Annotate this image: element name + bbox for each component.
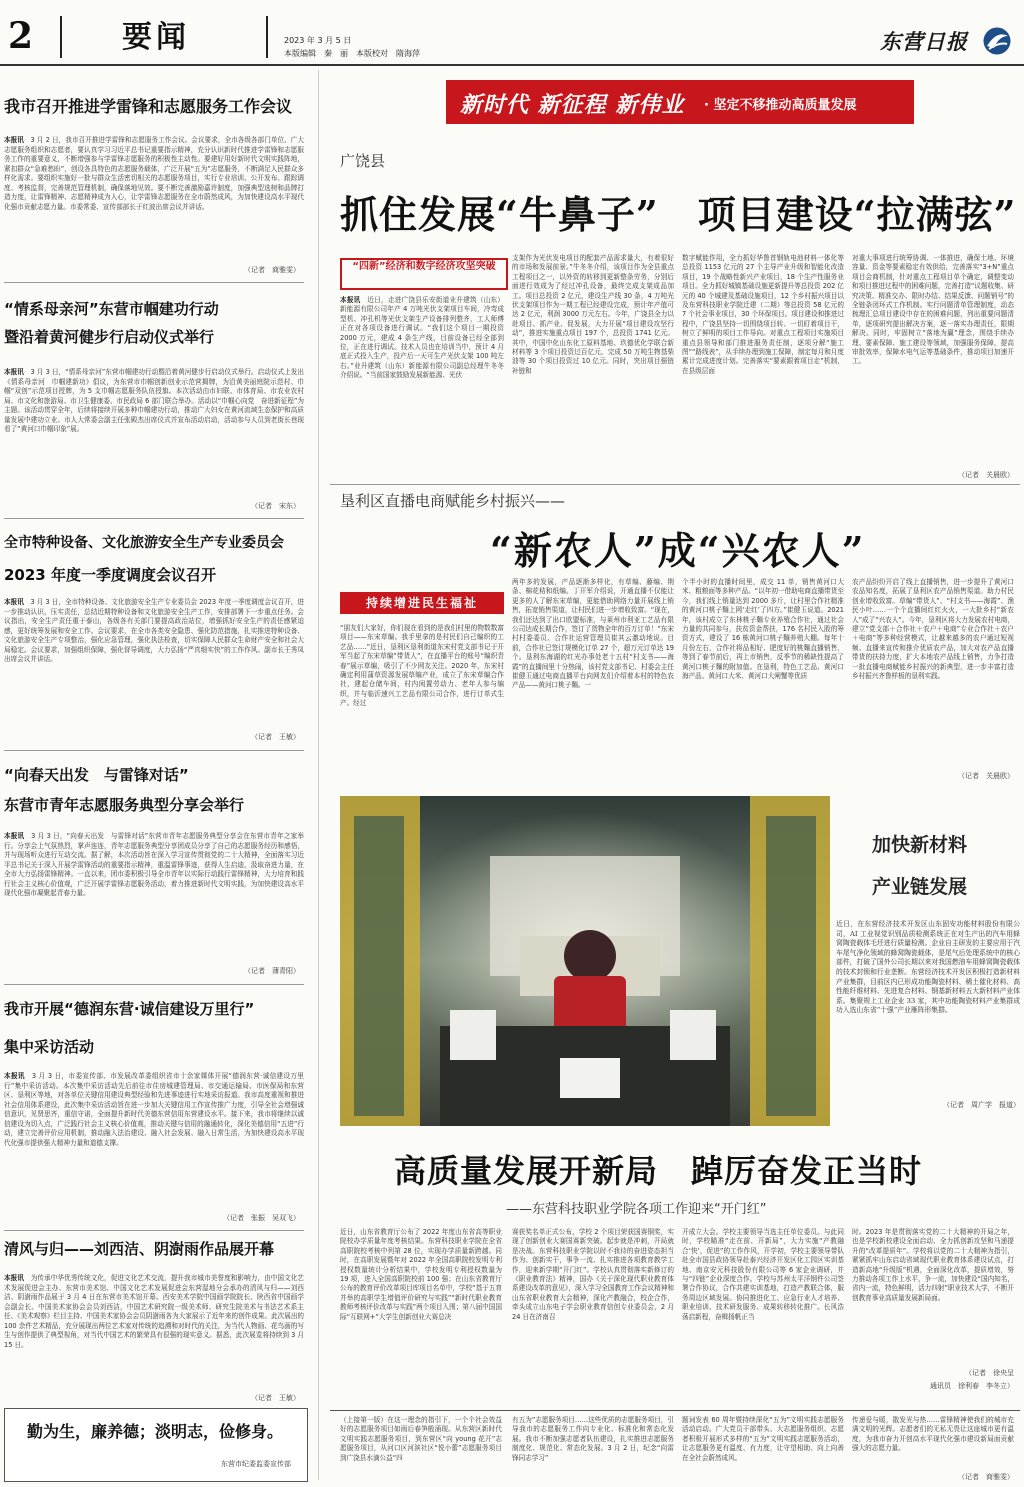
slogan-text: 勤为生，廉养德；淡明志，俭修身。: [27, 1422, 284, 1441]
banner-subtext: · 坚定不移推动高质量发展: [704, 98, 857, 113]
article-body: [4, 1072, 304, 1212]
byline: （记者 王敏）: [251, 1394, 300, 1402]
article-column: 近日，山东省教育厅公布了 2022 年度山东省高等职业院校办学质量年度考核结果。东营科技职业学院在全省高职院校考核中列第 28 位，实现办学质量新跨越。同时，在高职发展暨年对 2022 年全国高职院校发明专利授权数量统计分析结果中，学校发明专利授权数量为 19 项，进入全国高职院校前 100 强；在山东省教育厅公布的教育评价改革项目库项目名单中，学校“基于五育并举的高职学生增值评价研究与实践”“新时代职业教育教师考核评价改革与实践”两个项目入围；第八届中国国际“互联网+”大学生创新创业大赛总决: [340, 1228, 502, 1321]
article-text: 3 月 2 日，我市召开推进学雷锋和志愿服务工作会议。会议要求，全市各级各部门单位、广大志愿服务组织和志愿者，要认真学习习近平总书记重要指示精神，充分认识新时代推进学雷锋和志愿服务工作的重要意义，不断增强参与学雷锋志愿服务的积极性主动性。要建好用好新时代文明实践阵地，紧扣群众“急难愁盼”，创设各具特色的志愿服务载体，广泛开展“五为”志愿服务，不断满足人民群众多样化需求。要组织实施好一批与群众生活密切相关的志愿服务项目，实行专业培训、公开发布、跟踪调度、考核监督，完善规范管理机制，确保落地见效。要不断完善激励嘉许制度，加强典型选树和品牌打造力度，让雷锋精神、志愿精神成为人心，让学雷锋志愿服务在全市蔚然成风，为加快建设高水平现代化强市贡献志愿力量。市委常委、宣传部部长于红波出席会议并讲话。: [4, 136, 304, 211]
page-number: 2: [8, 15, 34, 57]
divider: [4, 282, 304, 283]
article-text: 为传承中华优秀传统文化，促进文化艺术交流，提升我市城市美誉度和影响力，由中国文化艺术发展促进会主办、东营市美术馆、中国文化艺术发展促进会东营湿地分会承办的清风与归——刘西洁、阴澍雨作品展于 3 月 4 日在东营市美术馆开幕。西安美术学院中国画学院院长、陕西省中国画学会副会长、中国美术家协会会员刘西洁，中国艺术研究院一级美术师、研究生院美术与书法艺术系主任、《美术观察》栏目主持、中国美术家协会会员阴澍雨各为大家展示了近年来的创作成果。此次展出的 100 余件艺术精品，充分展现出两位艺术家对传统的追溯和对时代的关注，为当代人物画、花鸟画的写生与创作提供了典型视角，对当代中国艺术的繁荣具有很强的现实意义。据悉，此次展览将持续到 3 月 15 日。: [4, 1274, 304, 1349]
headline: 暨沿着黄河健步行启动仪式举行: [4, 328, 215, 346]
article-text: 3 月 3 日，市委宣传部、市发展改革委组织省市十余家媒体开展“德润东营·诚信建设万里行”集中采访活动。本次集中采访活动先后前往市住房城建管理局、市交通运输局、市医保局和东营区、垦利区等地，对各单位关键信用建设典型经验和先进事迹进行实地采访报道。我市高度重视和推进社会信用体系建设，此次集中采访活动旨在进一步加大关键信用工作宣传推广力度，引导全社会增强诚信意识，见贤思齐，重信守诺，全面提升新时代美德东营信用东营建设水平。接下来，我市将继续以诚信建设为切入点，广泛践行社会主义核心价值观，推动关键与信用的融通转化，深化美德信用“五进”行动，建立完善评价应用机制，推动融入法治建设、融入社会发展、融入日常生活，为加快建设高水平现代化强市提供强大精神力量和道德支撑。: [4, 1072, 304, 1147]
article-column: （上接第一版）在这一理念的指引下，一个个社会效益好的志愿服务项目如雨后春笋般涌现。从东营区新时代文明实践志愿服务项目，到东营区“向 young 花开”志愿服务项目，从河口区河滨社区“悦小蕾”志愿服务项目到广饶县水滴公益“四: [340, 1416, 502, 1462]
article-column: 传递爱与暖，散发光与热……雷锋精神使我们的城市充满文明的光辉。志愿者们的无私无畏让这座城市更有温度，为我市奋力开创高水平现代化强市建设新局面贡献强大的志愿力量。: [852, 1416, 1014, 1453]
headline: 东营市青年志愿服务典型分享会举行: [4, 796, 245, 814]
divider: [330, 1410, 1020, 1411]
section-title: 要闻: [122, 20, 190, 55]
divider: [4, 518, 304, 519]
byline: （记者 商雅雯）: [958, 1473, 1014, 1481]
slogan-credit: 东营市纪委监委宣传部: [221, 1460, 291, 1468]
story-kenli: [330, 484, 1024, 784]
factory-photo: [340, 796, 830, 1126]
paper-logo-icon: [982, 26, 1012, 56]
article-column: 个半小时的直播时间里，成交 11 单，销售黄河口大米、粗粮面等多种产品。“以年初一借助电商直播带货至今，我们线上销量达到 2000 多斤，让村里合作社精准的黄河口桃子麵上网‘走红’了四方。”崔健玉说道。2021 年，该村成立了东林桃子麵专业养殖合作社，通过社会力量的共同参与，扶贫资金帮扶，176 名村民入股的筹资方式，建设了 16 栋黄河口桃子麵养殖大棚。每年十月份左右，合作社将品相好、肥度好的桃麵直播销售，等到了春节前后，再上市销售，反季节的稀缺性提高了黄河口桃子麵的附加值。在垦利，特色工艺品、黄河口海产品、黄河口大米、黄河口大闸蟹等优质: [682, 578, 844, 681]
article-column: 开成立大会。学校主要领导当选主任单位委员。与此同时，学校瞄准“走在前、开新局”，大力实施“产教融合‘快’，促进”的工作作风，开学初，学校主要领导带队赴全市国县政协领导赴泰兴经济开发区化工园区实训基地、南京安元科技股份有限公司等 6 家企业调研，并与“四链”企业深度合作。学校与苏州太平洋钢件公司签署合作协议，合作共建实训基地，打造产教联合体，服务周边区域发展。协同推进化工、应急行业人才培养、职业培训、技术研发服务、成果转移转化推广。长风浩荡启新程，奋楫扬帆正当: [682, 1228, 844, 1321]
article-column: 时。2023 年是贯彻落实党的二十大精神的开局之年，也是学校新校建设全面启动、全力抓创新攻坚和马递提升的“改革提质年”。学校将以党的二十大精神为指引，紧紧抓牢山东启动省域现代职业教育体系建设试点，打造新高地“升级版”机遇，全面深化改革，提质增效，努力推动各项工作上水平，争一流，加快建设“国内知名，省内一流，特色鲜明，活力四射”职业技术大学，不断开创教育事业高质量发展新局面。: [852, 1228, 1014, 1302]
byline: （记者 徐央呈: [965, 1369, 1014, 1377]
subhead: ——东营科技职业学院各项工作迎来“开门红”: [506, 1202, 767, 1217]
divider: [4, 750, 304, 751]
article-lead: 本报讯: [4, 136, 24, 144]
article-column: “朋友们大家好，你们现在看到的是我们村里的物数数富项目——东宋草编。我手里拿的是村民们自己编织的工艺品……”近日，垦利区垦利街道东宋村党支部书记于开军当起了东宋草编“带货人”，在直播平台的账号“编织青春”展示草编，吸引了不少网友关注。2020 年，东宋村确定利用蒲草资源发展草编产业，成立了东宋草编合作社，建起仓储车间，村内闲置劳动力、老年人参与编织，并与临沂速兴工艺品有限公司合作，进行订单式生产。经过: [340, 624, 504, 708]
byline: （记者 张振 吴双飞）: [223, 1214, 300, 1222]
article-text: 3 月 3 日，全市特种设备、文化旅游安全生产专业委员会 2023 年度一季度调度会议召开，进一步推动认识，压实责任，总结近期特种设备和文化旅游安全生产工作，安排部署下一步重点任务。会议指出，安全生产责任重于泰山，各级各有关部门要提高政治站位，增强抓好安全生产的责任感紧迫感，更好统筹发展和安全工作。会议要求，在全市各类安全隐患、强化防范措施，扎实推进特种设备、文化旅游安全生产专项整治，强化应急管理，强化执法检查，切实保障人民群众生命财产安全和社会大局稳定。会议要求，加强组织保障，强化督导调度，大力弘扬“严真细实快”的工作作风。副市长王秀凤出席会议并讲话。: [4, 598, 304, 663]
kicker: 广饶县: [340, 152, 386, 170]
factory-photo-graphic: [340, 796, 830, 1126]
continuation-block: [330, 1414, 1024, 1486]
slogan-box: [4, 1408, 308, 1482]
article-text: 3 月 3 日，“向春天出发 与雷锋对话”东营市青年志愿服务典型分享会在东营市青年之家举行。分享会上气氛热烈，掌声连连，青年志愿服务典型分享团成员分享了自己的志愿服务经历和感悟，并与现场听众进行互动交流。据了解，本次活动旨在深入学习宣传贯彻党的二十大精神，全面落实习近平总书记关于深入开展学雷锋活动的重要指示精神，重温雷锋事迹，获得人生启迪，汲取奋进力量，在全市大力弘扬雷锋精神。一直以来，团市委积极引导全市青年以实际行动践行雷锋精神，大力培育和践行社会主义核心价值观，广泛开展学雷锋志愿服务活动，着力推进新时代文明实践，为加快建设高水平现代化强市凝聚起青春力量。: [4, 832, 304, 897]
article-body: [4, 1274, 304, 1392]
photo-title: 产业链发展: [872, 876, 968, 898]
byline: （记者 商雅雯）: [244, 266, 300, 274]
masthead: [0, 0, 1024, 66]
article-column: 题词发表 60 周年暨持续深化“五为”文明实践志愿服务活动启动。广大党员干部带头、大志愿服务组织、志愿者积极开展形式多样的“五为”文明实践志愿服务活动，让志愿服务更有温度、有力度，让守望相助、向上向善在全社会蔚然成风。: [682, 1416, 844, 1462]
byline: （记者 关晨欧）: [958, 471, 1014, 479]
headline: 2023 年度一季度调度会议召开: [4, 566, 216, 584]
section-tag: [340, 258, 508, 290]
section-tag-text: 持续增进民生福祉: [365, 596, 478, 610]
article-lead: 本报讯: [4, 368, 24, 376]
article-lead: 本报讯: [4, 1274, 25, 1282]
article-lead: 本报讯: [4, 1072, 25, 1080]
article-text: 近日，走进广饶县乐安街道业升建筑（山东）新能源有限公司年产 4 万吨光伏支架项目车间，冷弯成型机、冲孔机等光伏支架生产设备排列整齐，工人师傅正在对各项设备进行调试。“我们这个项目一期投资 2000 万元，建成 4 条生产线，目前设备已经全部到位，正在进行调试。技术人员也在培训当中，预计 4 月底正式投入生产，投产后一天可生产光伏支架 100 吨左右。”业升建筑（山东）新能源有限公司副总经理牛冬冬介绍说。“当前国家鼓励发展新能源、光伏: [340, 296, 504, 380]
headline: 我市召开推进学雷锋和志愿服务工作会议: [4, 97, 293, 116]
headline: 抓住发展“牛鼻子” 项目建设“拉满弦”: [340, 192, 1017, 237]
paper-name: 东营日报: [880, 29, 968, 54]
headline: 集中采访活动: [4, 1038, 95, 1056]
headline: “新农人”成“兴农人”: [490, 528, 866, 573]
article-column: 支架作为光伏发电项目的配套产品需求量大，有着很好的市场和发展前景。”牛冬冬介绍，该项目作为全县重点工程项目之一，以外资的转移到更新整条劳务，分别后面进行效成为了经过冲孔设备，最终完成支架成品加工。项目总投资 2 亿元，建设生产线 30 条，4 万吨光伏支架项目作为一期工程已经建设完成，预计年产值可达 2 亿元，利润 3000 万元左右。今年，广饶县全力以赴项目、抓产业、促发展，大力开展“项目建设攻坚行动”，推进实施重点项目 197 个，总投资 1741 亿元。其中，中国中化山东化工原料基地、玖德优化学联合新材料等 3 个项目投资过百亿元，完成 50 万吨生物基柴油等 30 个项目投资过 10 亿元。同时，突出项目强链补链和: [512, 254, 674, 375]
photo-caption: 近日，在东营经济技术开发区山东固安功能材料股份有限公司，AI 工业视觉识别品质检测系统正在对生产出的汽车用蜂窝陶瓷载体毛坯进行质量检测。企业自主研发的主要应用于汽车尾气净化领域的蜂窝陶瓷载体，是尾气后处理系统中的核心部件，打破了国外公司长期以来对我国燃油车用蜂窝陶瓷载体的技术封锁和行业垄断。东营经济技术开发区积极打造新材料产业集群，目前区内已形成功能陶瓷材料、稀土催化材料、高性能纤维材料、先进复合材料、钢基新材料五大新材料产业体系。集聚规上工业企业 33 家，其中功能陶瓷材料产业集群成功入选山东省“十强”产业雁阵形集群。: [836, 920, 1020, 1015]
headline: 我市开展“德润东营·诚信建设万里行”: [4, 1000, 255, 1018]
kicker: 垦利区直播电商赋能乡村振兴——: [340, 492, 566, 510]
headline: 全市特种设备、文化旅游安全生产专业委员会: [4, 535, 284, 551]
article-column: 对重大事项进行统筹协调、一体推进，确保土地、环境容量、资金等要素稳定有效供给，完善落实“3+N”重点项目会商机制，针对重点工程项目单个确定，调整变动和项目推进过程中的困难问题，完善打造“议题收集、研究决策、精准交办、限时办结、结果反馈、问题销号”的全链条闭环式工作机制。实行问题清单管理制度，动态梳理汇总项目建设中存在的困难问题，列出重要问题清单，逐项研究提出解决方案，逐一落实办理责任，限期解决。同时，牢固树立“落地为赢”理念，围绕手续办理、要素保障、施工建设等领域，加强服务保障，提高审批效率，保障水电气运等基础条件，推动项目加速开工。: [852, 254, 1014, 366]
byline: 通讯员 徐利春 李冬立）: [930, 1382, 1014, 1390]
left-column: [0, 66, 310, 1487]
article-body: [4, 368, 304, 500]
photo-title: 加快新材料: [872, 834, 968, 856]
photo-feature-panel: [836, 796, 1024, 1109]
article-column: 两年多的发展，产品逐渐多样化，有草编、藤编、荆条、棉花秸和纸编。丁开军介绍说，开通直播不仅能让更多的人了解东宋草编，更能借助网络力量开展线上销售，拓宽销售渠道，让村民们进一步增收致富。“现在，我们还达到了出口欧盟标准，与莱州市利亚工艺品有限公司达成长期合作，签订了货物全年的百万订单！”东宋村村委委员、合作社运营管理员崔其云激动地说。目前，合作社已签订规模化订单 27 个，超万元订单达 19 个。垦利东海湖的红光办事处老十五村“村支书——海霞”的直播间里十分热闹，该村党支部书记、村委会主任崔健玉通过电商直播平台向网友们介绍着本村的特色农产品——黄河口桃子麵。一: [512, 578, 674, 690]
headline: 清风与归——刘西洁、阴澍雨作品展开幕: [4, 1240, 275, 1258]
headline: “向春天出发 与雷锋对话”: [4, 766, 189, 784]
article-column: [340, 296, 504, 480]
article-text: 3 月 3 日，“情系母亲河”东营市帼建功行动暨沿着黄河健步行启动仪式举行。启动仪式上发出《情系母亲河 巾帼建新功》倡议，为东营市巾帼创新创业示范营揭牌，为沿黄美丽庭院示范村、巾帼“双创”示范项目授牌，为 5 支巾帼志愿服务队伍授旗。本次活动由市妇联、市体育局、市农业农村局、市文化和旅游局、市卫生健康委、市民政局 6 部门联合举办。活动以“巾帼心向党 奋进新征程”为主题。该活动贯穿全年，后续将接续开展多种巾帼建功行动，推动广大妇女在黄河流域生态保护和高质量发展中建功立业。市人大常委会副主任张殿杰出席仪式并宣布活动启动，活动参与人员到老街长巷现看了“黄河口巾帼印象”展。: [4, 368, 304, 433]
article-column: 赛获奖名单正式公布，学校 2 个项目荣获国赛铜奖，实现了创新创业大赛国赛新突破。起步就是冲刺，开局就是决战。东营科技职业学院以时不我待的奋进姿态担当作为、创新实干，事争一流、扎实推进各项教育教学工作，迎来新学期“开门红”。学校认真贯彻落实新修订的《职业教育法》精神，国办《关于深化现代职业教育体系建设改革的意见》，深入学习全国教育工作会议精神和山东省职业教育大会精神，深化产教融合，校企合作，牵头成立山东电子学会职业教育信创专业委员会，2 月 24 日在济南召: [512, 1228, 674, 1321]
masthead-divider: [266, 16, 268, 58]
byline: （记者 周广学 报道）: [943, 1101, 1020, 1109]
theme-banner: [446, 80, 914, 124]
article-column: 数字赋能作用，全力抓好华鲁首钢轨电池材料一体化等总投资 1153 亿元的 27 个主导产业升级和智能化改造项目，19 个战略性新兴产业项目，18 个生产性服务业项目。全力抓好城镇基础设施更新提升等总投资 202 亿元的 40 个城建及基础设施项目，12 个乡村振兴项目以及东营科技职业学院迁建（二期）等总投资 58 亿元的 7 个社会事业项目，30 个环保项目。项目建设和推进过程中，广饶县坚持一切围绕项目转、一切盯着项目干，树立了鲜明的项目工作导向。对重点工程项目实施项目重点县领导和部门推进服务责任制，逐项分解“施工图”“路线表”，从手续办理到施工保障，制定每月和月度累计完成进度计划。完善落实“要素跟着项目走”机制，在县级层面: [682, 254, 844, 375]
article-body: [4, 598, 304, 730]
section-tag-text: “四新”经济和数字经济攻坚突破: [352, 261, 496, 272]
article-column: 有五为”志愿服务项目……这些优质的志愿服务项目，引导我市的志愿服务工作向专业化、标准化和常态化发展。我市不断加强志愿者队伍建设，扎实推进志愿服务制度化、规范化、常态化发展。3 月 2 日，纪念“向雷锋同志学习”: [512, 1416, 674, 1462]
byline: （记者 王敏）: [251, 733, 300, 741]
byline: （记者 薄青阳）: [244, 967, 300, 975]
byline: （记者 宋东）: [251, 502, 300, 510]
article-body: [4, 136, 304, 264]
headline: 高质量发展开新局 踔厉奋发正当时: [394, 1152, 923, 1190]
article-lead: 本报讯: [340, 296, 361, 304]
masthead-divider: [60, 16, 62, 58]
byline: （记者 关晨欧）: [958, 772, 1014, 780]
article-column: 农产品纷纷开启了线上直播销售，进一步提升了黄河口农品知名度，拓展了垦利区农产品销售渠道。助力村民创业增收致富。草编“带货人”、“村支书——海霞”、渔民小叶……一个个直播间红红火火，一大批乡村“新农人”成了“兴农人”。今年，垦利区将大力发展农村电商，建立“党支部＋合作社＋农户＋电商”专业合作社＋农户＋电商”等多种经营模式，让越来越多的农户通过短视频、直播来宣传和推介优质农产品，加大对农产品直播带货的扶持力度，扩大本地农产品线上销售，力争打造一批直播电商赋能乡村振兴的新典型，进一步丰富打造乡村振兴齐鲁样板的垦利实践。: [852, 578, 1014, 681]
banner-text: 新时代 新征程 新伟业: [460, 93, 685, 118]
story-college: [330, 1136, 1024, 1406]
column-divider: [318, 70, 319, 1480]
divider: [4, 1230, 304, 1231]
article-body: [4, 832, 304, 966]
headline: “情系母亲河”东营市帼建功行动: [4, 300, 219, 318]
article-lead: 本报讯: [4, 832, 25, 840]
editor-line: 本版编辑 秦 丽 本版校对 隋海萍: [284, 49, 420, 58]
article-lead: 本报讯: [4, 598, 24, 606]
section-tag: [340, 592, 504, 614]
divider: [4, 984, 304, 985]
story-guangrao: [330, 130, 1024, 480]
issue-date: 2023 年 3 月 5 日: [284, 36, 352, 45]
